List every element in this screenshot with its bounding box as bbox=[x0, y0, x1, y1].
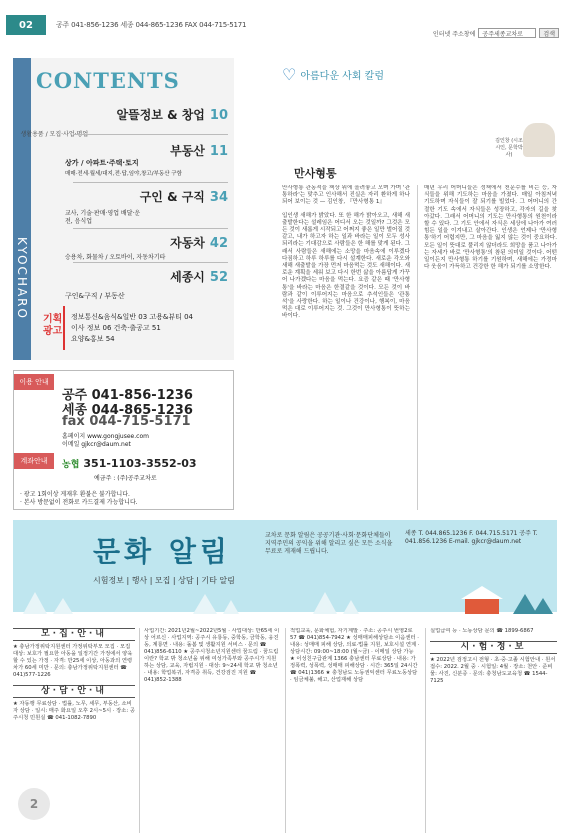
notice-text: 실업급여 등 · 노동상담 문의 ☎ 1899-6867 bbox=[430, 628, 534, 634]
author-photo bbox=[523, 123, 555, 157]
category-page: 11 bbox=[209, 144, 228, 159]
contact-box bbox=[13, 370, 234, 510]
category-sub: 교사, 기술·판매·영업 배달·운전, 음식업 bbox=[65, 210, 141, 225]
column-body-right bbox=[424, 185, 557, 510]
category-sub: 구인&구직 / 부동산 bbox=[65, 292, 125, 300]
category-sub: 승용차, 화물차 / 오토바이, 자동차기타 bbox=[65, 254, 166, 261]
feature-ad-line: 정보통신&음식&일반 03 고용&뷰티 04 bbox=[71, 313, 194, 321]
category-page: 42 bbox=[209, 236, 228, 251]
banner-intro: 교차로 문화 알림은 공공기관·사회·문화단체들이 지역주민의 공익을 위해 알리고 싶은 모든 소식을 무료로 게재해 드립니다. bbox=[265, 532, 393, 555]
notice-text: ★ 충남가정위탁지원센터 가정위탁부모 모집 · 모집대상: 보호가 필요한 아동을 일정기간 가정에서 양육할 수 있는 가정 · 자격: 만25세 이상, 아동과의 연령차가 60세 미만 · 문의: 충남가정위탁지원센터 ☎ 041)577-1226 bbox=[13, 644, 133, 678]
column-series: 아름다운 사회 칼럼 bbox=[300, 71, 384, 82]
bottom-col-2 bbox=[144, 628, 280, 833]
page-number: 02 bbox=[6, 15, 46, 35]
usage-tag: 이용 안내 bbox=[14, 374, 54, 390]
notice-text: ★ 2022년 검정고시 전형 · 초·중·고졸 시험안내 · 원서접수: 2022. 2월 중 · 시험일: 4월 · 장소: 천안 · 준비물: 사진, 신분증 · 문의: 충청남도교육청 ☎ 1544-7125 bbox=[430, 657, 556, 684]
page-header bbox=[0, 0, 569, 40]
column-divider bbox=[425, 628, 426, 833]
notice-text: ★ 자동행 무료상담 · 법률, 노무, 세무, 부동산, 소비자 상담 · 일시: 매주 화요일 오후 2시~5시 · 장소: 공주시청 민원실 ☎ 041-1082-7890 bbox=[13, 701, 135, 721]
category-page: 34 bbox=[209, 190, 228, 205]
column-divider bbox=[139, 628, 140, 833]
bank-info bbox=[62, 457, 197, 470]
email: 이메일 gjkcr@daum.net bbox=[62, 441, 131, 448]
category-page: 10 bbox=[209, 108, 228, 123]
bottom-col-4 bbox=[430, 628, 557, 833]
feature-ad-line: 요양&홍보 54 bbox=[71, 335, 115, 343]
category-1 bbox=[20, 104, 228, 138]
category-5 bbox=[170, 266, 228, 285]
column-paragraph: 매년 우리 어머니들은 정책에서 천문수를 비는 등, 자식들을 위해 기도하는 마음을 가졌다. 매일 아침저녁 기도하며 자식들이 잘 되기를 빌었다. 그 어머니의 간절한 기도 속에서 자식들은 성장하고, 각자의 길을 찾아갔다. 그래서 어머니의 기도는 만사형통의 원천이라 할 수 있다. 그 기도 안에서 자식은 세상에 나아가 여러 힘든 일을 이겨내고 살아간다. 인생은 언제나 '만사형통'하기 어렵지만, 그 마음을 잃지 않는 것이 중요하다. 모든 일이 뜻대로 풀리지 않더라도 희망을 품고 나아가는 자세가 바로 '만사형통'의 참된 의미일 것이다. 어떤 일이든지 만사형통 하기를 기원하며, 새해에는 가정마다 웃음이 가득하고 건강한 한 해가 되기를 소망한다. bbox=[424, 185, 557, 271]
contents-title: CONTENTS bbox=[36, 68, 180, 93]
search-button: 검색 bbox=[539, 28, 559, 38]
column-body-left bbox=[282, 185, 410, 510]
category-name: 알뜰정보 & 창업 bbox=[116, 108, 205, 122]
column-title: 만사형통 bbox=[294, 167, 337, 180]
column-paragraph: 만사형통 관동적을 책상 위에 올려놓고 오며 가며 '관통하라'는 맞추고 인사해서 진실은 자리 환하게 하나 되어 보이는 것 — 김인창, 『만사형통 1』 bbox=[282, 185, 410, 206]
category-3 bbox=[140, 186, 228, 205]
page-circle-badge: 2 bbox=[18, 788, 50, 820]
banner-title: 문화 알림 bbox=[93, 535, 231, 568]
bank-tag: 계좌안내 bbox=[14, 453, 54, 469]
snow-trees-illustration bbox=[13, 586, 557, 620]
category-sub: 생활용품 / 모집·사업·명업 bbox=[20, 131, 89, 138]
column-header bbox=[282, 65, 384, 84]
notice-text: 적업교육, 문화체험, 자기계발 · 주소: 공주시 번영2로 57 ☎ 041)854-7942 ★ 성매매피해상담소 이음센터 · 내용: 성매매 피해 상담, 의료·법률 지원, 보호시설 연계 · 상담시간: 09:00~18:00 (월~금) · 이메일 상담 가능 ★ 이성친구급관계 1366 충남센터 무료상담 · 내용: 가정폭력, 성폭력, 성매매 피해상담 · 시간: 365일 24시간 ☎ 041)1366 ★ 충청남도 노동권익센터 무료노동상담 · 임금체불, 해고, 산업재해 상담 bbox=[290, 628, 420, 683]
category-page: 52 bbox=[209, 270, 228, 285]
feature-ads-label: 기획 광고 bbox=[43, 306, 65, 350]
header-contact: 공주 041-856-1236 세종 044-865-1236 FAX 044-715-5171 bbox=[56, 21, 247, 29]
header-search bbox=[433, 28, 559, 38]
category-name: 구인 & 구직 bbox=[139, 190, 205, 204]
search-box: 공주세종교차로 bbox=[478, 28, 536, 38]
culture-banner bbox=[13, 520, 557, 620]
notice-line: · 본사 방문없이 전화로 카드결제 가능합니다. bbox=[20, 499, 138, 506]
account-holder: 예금주 : (주)공주교차로 bbox=[94, 475, 157, 482]
column-paragraph: 입인생 새해가 밝았다. 또 한 해가 밝아오고, 새해 새 출발한다는 설레임은 어디서 오는 것일까? 그것은 모든 것이 새롭게 시작되고 어쩌지 좋은 일만 벌어질 것 같고, 내가 하고자 하는 일과 바라는 일이 모두 성사되리라는 기대감으로 사람들은 한 해를 맞게 된다. 그래서 사람들은 새해에는 소망을 마음속에 이루겠다 다짐하고 하루 하루를 다시 설계한다. 새로운 각오와 새해 새출발을 가장 먼저 마음먹는 것도 새해이다. 새로운 계획을 세워 보고 다시 한번 삶을 아름답게 가꾸어 나가겠다는 마음을 먹는다. 요즘 같은 때 '만사형통'을 바라는 마음은 한결같을 것이다. 모든 것이 바람과 같이 이루어지는 마음으로 추석인들은 '관통석'을 사랑한다. 하는 일이나 건강이나, 행복이, 마음먹은 대로 이루어지는 것. 그것이 만사형통이 뜻하는 바이다. bbox=[282, 212, 410, 320]
category-4 bbox=[170, 232, 228, 251]
category-name: 세종시 bbox=[170, 270, 205, 284]
category-name: 자동차 bbox=[170, 236, 205, 250]
section-exam-header: 시·험·정·보 bbox=[430, 641, 557, 654]
contents-panel bbox=[13, 58, 234, 360]
column-author: 김인창 (시조시인, 문학박사) bbox=[495, 138, 523, 158]
category-sub: 상가 / 아파트·주택·토지 bbox=[65, 159, 139, 167]
category-name: 부동산 bbox=[170, 144, 205, 158]
feature-ads bbox=[43, 306, 231, 352]
banner-phones: 세종 T. 044.865.1236 F. 044.715.5171 공주 T. 041.856.1236 E-mail. gjkcr@daum.net bbox=[405, 530, 538, 545]
column-divider bbox=[285, 628, 286, 833]
category-2 bbox=[170, 140, 228, 159]
notice-text: 사업기간: 2021년2월~2022년5월 · 사업대상: 만65세 이상 어르신 · 사업지역: 공주시 유룡동, 중학동, 금학동, 웅진동, 계룡면 · 내용: 돌봄 및 생활지원 서비스 · 문의 ☎ 041)856-6110 ★ 공주시청소년지원센터 꿈드림 · 꿈드림 이란? 학교 밖 청소년을 위해 여성가족부와 공주시가 지원하는 상담, 교육, 자립지원 · 대상: 9~24세 학교 밖 청소년 · 내용: 학업복귀, 자격증 취득, 건강검진 지원 ☎ 041)852-1388 bbox=[144, 628, 280, 683]
contents-side-label: KYOCHARO bbox=[13, 58, 31, 360]
section-recruit-header: 모·집·안·내 bbox=[13, 628, 135, 641]
heart-icon: ♡ bbox=[282, 65, 297, 84]
account-number: 351-1103-3552-03 bbox=[83, 457, 197, 470]
sejong-phone: 세종 044-865-1236 bbox=[62, 403, 193, 418]
category-sub: 매매·전세·월세/대지,전·답,임야,창고/부동산 구함 bbox=[65, 171, 182, 177]
column-divider bbox=[417, 185, 418, 510]
bottom-col-3 bbox=[290, 628, 420, 833]
banner-subtitle: 시험정보 | 행사 | 모집 | 상담 | 기타 알림 bbox=[93, 576, 235, 585]
gongju-phone: 공주 041-856-1236 bbox=[62, 388, 193, 403]
bank-name: 농협 bbox=[62, 460, 80, 470]
section-consult-header: 상·담·안·내 bbox=[13, 685, 135, 698]
feature-ad-line: 이사 정보 06 건축·출공고 51 bbox=[71, 324, 161, 332]
notice-line: · 광고 1회이상 게재후 환불은 불가합니다. bbox=[20, 491, 130, 498]
homepage: 홈페이지 www.gongjusee.com bbox=[62, 433, 149, 440]
fax-number: fax 044-715-5171 bbox=[62, 414, 191, 429]
search-label: 인터넷 주소창에 bbox=[432, 30, 476, 38]
